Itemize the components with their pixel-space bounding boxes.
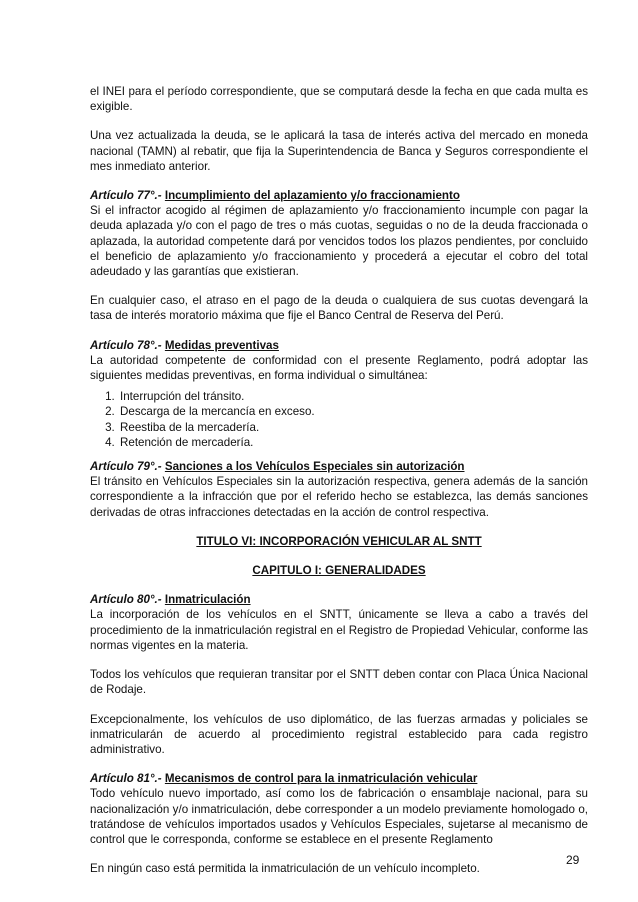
article-body: El tránsito en Vehículos Especiales sin la autorización respectiva, genera además de la sanción correspondiente a la infracción que por el referido hecho se establezca, las demás sanciones derivadas de otras infracciones detectadas en la acción de control respectiva. — [90, 475, 588, 519]
article-heading — [90, 592, 588, 607]
measures-list — [90, 389, 588, 450]
article-title: Mecanismos de control para la inmatriculación vehicular — [164, 772, 478, 786]
article-79 — [90, 459, 588, 520]
article-label: Artículo 81°.- — [90, 772, 162, 786]
article-body: Todo vehículo nuevo importado, así como los de fabricación o ensamblaje nacional, para su nacionalización y/o inmatriculación, debe corresponder a un modelo previamente homologado o, tratándose de vehículos importados usados y Vehículos Especiales, sujetarse al mecanismo de control que le corresponda, conforme se establece en el presente Reglamento — [90, 787, 588, 846]
paragraph: Todos los vehículos que requieran transitar por el SNTT deben contar con Placa Única Nacional de Rodaje. — [90, 668, 588, 697]
list-item: 4. Retención de mercadería. — [118, 435, 588, 450]
capitulo-heading: CAPITULO I: GENERALIDADES — [252, 564, 426, 578]
article-label: Artículo 77°.- — [90, 189, 162, 203]
titulo-heading: TITULO VI: INCORPORACIÓN VEHICULAR AL SNTT — [196, 534, 482, 548]
article-title: Inmatriculación — [164, 593, 251, 607]
paragraph: En ningún caso está permitida la inmatriculación de un vehículo incompleto. — [90, 862, 480, 876]
article-title: Medidas preventivas — [164, 338, 279, 352]
article-label: Artículo 79°.- — [90, 460, 162, 474]
paragraph: En cualquier caso, el atraso en el pago de la deuda o cualquiera de sus cuotas devengará la tasa de interés moratorio máxima que fije el Banco Central de Reserva del Perú. — [90, 294, 588, 323]
page-number: 29 — [566, 853, 580, 867]
paragraph: el INEI para el período correspondiente, que se computará desde la fecha en que cada multa es exigible. — [90, 85, 588, 114]
list-item: 3. Reestiba de la mercadería. — [118, 420, 588, 435]
article-label: Artículo 80°.- — [90, 593, 162, 607]
list-item: 2. Descarga de la mercancía en exceso. — [118, 404, 588, 419]
paragraph: Excepcionalmente, los vehículos de uso diplomático, de las fuerzas armadas y policiales se inmatricularán de acuerdo al procedimiento registral establecido para cada registro administrativo. — [90, 712, 588, 756]
article-body: La incorporación de los vehículos en el SNTT, únicamente se lleva a cabo a través del procedimiento de la inmatriculación registral en el Registro de Propiedad Vehicular, conforme las normas vigentes en la materia. — [90, 608, 588, 652]
article-80 — [90, 592, 588, 653]
paragraph: Una vez actualizada la deuda, se le aplicará la tasa de interés activa del mercado en moneda nacional (TAMN) al rebatir, que fija la Superintendencia de Banca y Seguros correspondiente el mes inmediato anterior. — [90, 129, 588, 173]
article-heading — [90, 338, 588, 353]
article-body: Si el infractor acogido al régimen de aplazamiento y/o fraccionamiento incumple con pagar la deuda aplazada y/o con el pago de tres o más cuotas, seguidas o no de la deuda fraccionada o aplazada, la autoridad competente dará por vencidos todos los plazos pendientes, por concluido el beneficio de aplazamiento y/o fraccionamiento y procederá a ejecutar el cobro del total adeudado y las garantías que existieran. — [90, 204, 588, 279]
article-title: Sanciones a los Vehículos Especiales sin autorización — [164, 460, 465, 474]
article-label: Artículo 78°.- — [90, 338, 162, 352]
article-title: Incumplimiento del aplazamiento y/o fraccionamiento — [164, 189, 460, 203]
document-page — [90, 84, 588, 890]
article-heading — [90, 459, 588, 474]
article-heading — [90, 188, 588, 203]
article-body: La autoridad competente de conformidad con el presente Reglamento, podrá adoptar las siguientes medidas preventivas, en forma individual o simultánea: — [90, 353, 588, 383]
article-77 — [90, 188, 588, 279]
article-78 — [90, 338, 588, 384]
list-item: 1. Interrupción del tránsito. — [118, 389, 588, 404]
article-heading — [90, 771, 588, 786]
article-81 — [90, 771, 588, 847]
